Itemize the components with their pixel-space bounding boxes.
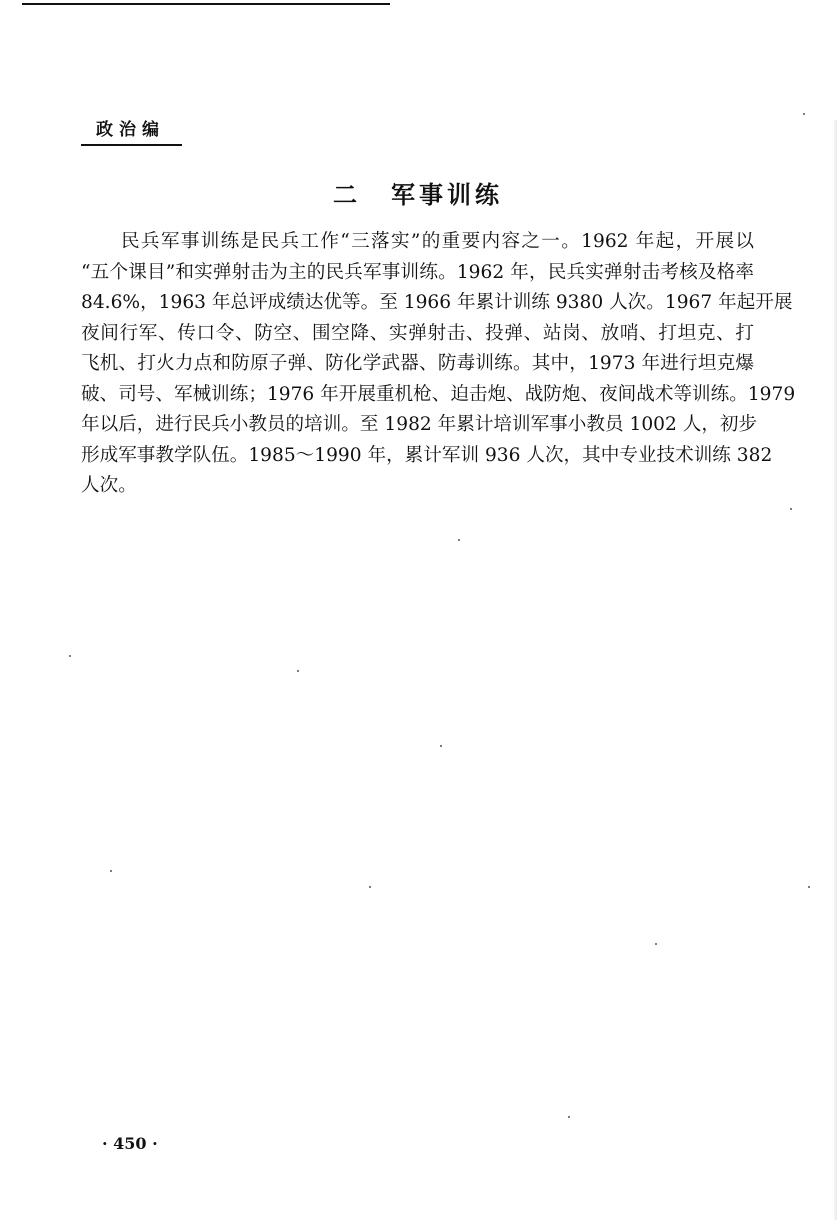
scan-speck [808, 886, 810, 888]
paragraph-line: 民兵军事训练是民兵工作“三落实”的重要内容之一。1962 年起，开展以 [121, 231, 754, 252]
scan-speck [458, 539, 460, 541]
paragraph-line: 飞机、打火力点和防原子弹、防化学武器、防毒训练。其中，1973 年进行坦克爆 [81, 353, 754, 374]
scan-speck [568, 1116, 570, 1118]
running-header [81, 118, 182, 146]
chapter-title-text: 军事训练 [391, 180, 503, 209]
scan-speck [297, 670, 299, 672]
scan-speck [655, 943, 657, 945]
scan-speck [440, 745, 442, 747]
scan-speck [790, 508, 792, 510]
paragraph-line: “五个课目”和实弹射击为主的民兵军事训练。1962 年，民兵实弹射击考核及格率 [81, 261, 754, 283]
chapter-number: 二 [333, 180, 361, 209]
running-header-text: 政治编 [96, 120, 165, 140]
top-rule [22, 3, 390, 5]
scan-speck [110, 870, 112, 872]
paragraph-line: 人次。 [81, 475, 137, 496]
paragraph-line: 年以后，进行民兵小教员的培训。至 1982 年累计培训军事小教员 1002 人，初步 [81, 414, 758, 435]
body-paragraph [81, 227, 796, 502]
paragraph-line: 形成军事教学队伍。1985～1990 年，累计军训 936 人次，其中专业技术训练 382 [81, 444, 773, 466]
paragraph-line: 84.6%，1963 年总评成绩达优等。至 1966 年累计训练 9380 人次。1967 年起开展 [81, 292, 793, 313]
scan-speck [69, 655, 71, 657]
page-number: · 450 · [102, 1134, 158, 1153]
paragraph-line: 夜间行军、传口令、防空、围空降、实弹射击、投弹、站岗、放哨、打坦克、打 [81, 322, 754, 344]
scan-speck [803, 113, 805, 115]
page-edge-shadow [833, 120, 837, 1220]
paragraph-line: 破、司号、军械训练；1976 年开展重机枪、迫击炮、战防炮、夜间战术等训练。1979 [81, 383, 796, 405]
scan-speck [369, 886, 371, 888]
chapter-heading [333, 177, 503, 213]
